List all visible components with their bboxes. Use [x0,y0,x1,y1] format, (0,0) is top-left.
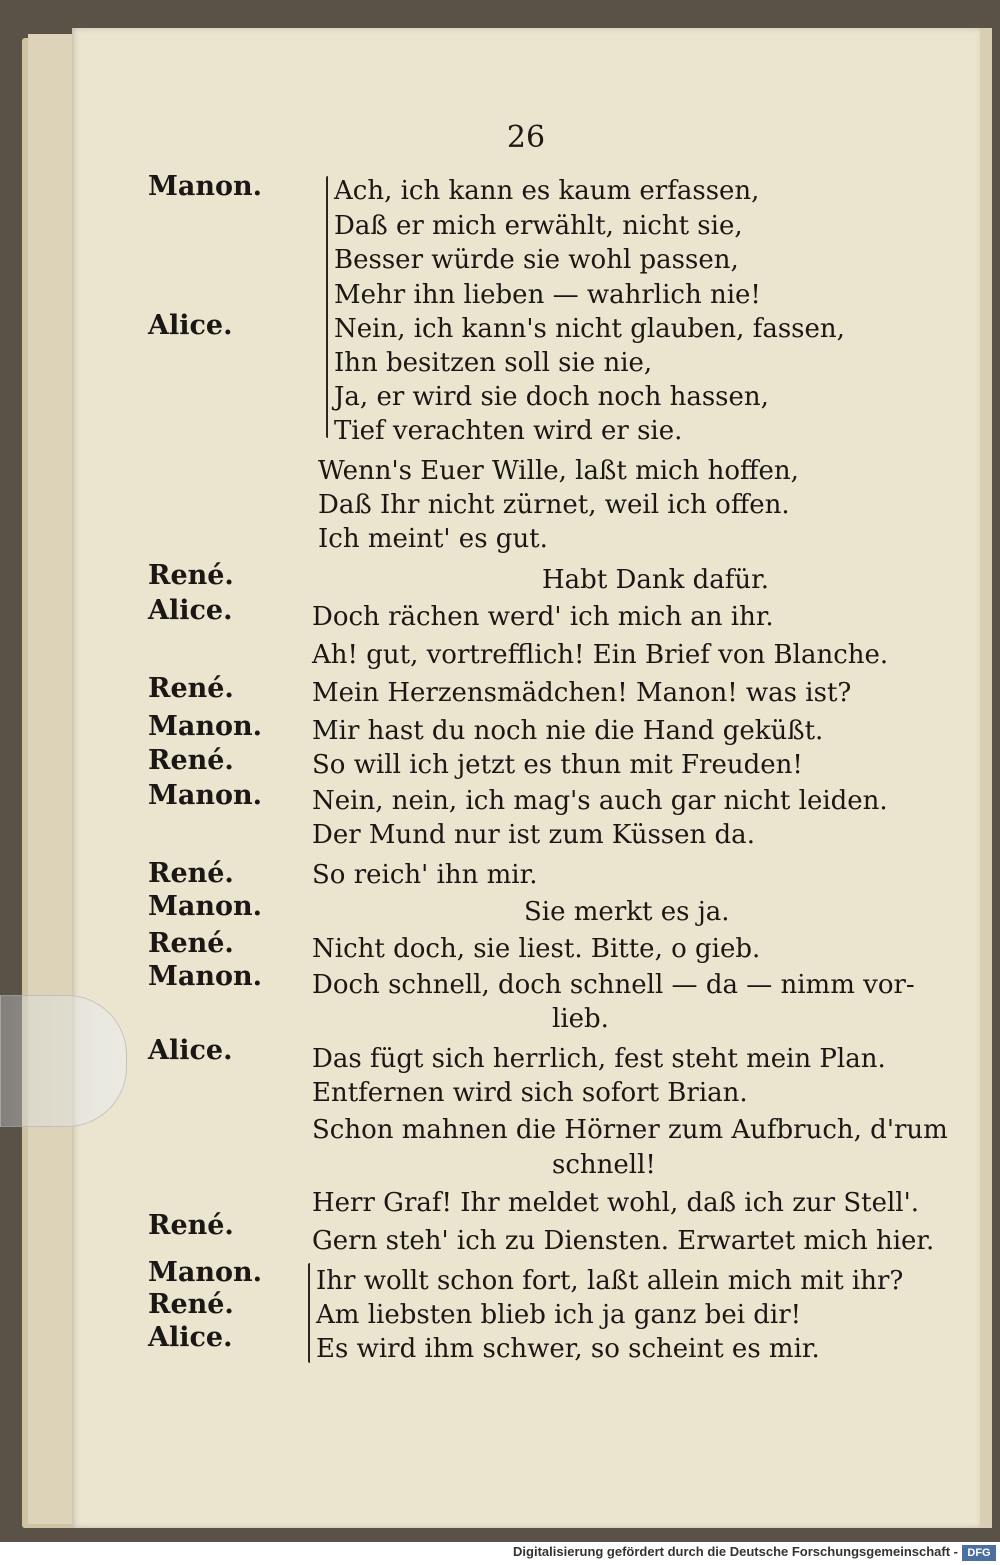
speaker-label: René. [148,928,234,959]
speaker-label: René. [148,1289,234,1320]
verse-bracket [326,176,328,438]
book-page [72,28,980,1528]
speaker-label: René. [148,673,234,704]
dialogue-line: Ich meint' es gut. [318,524,548,554]
speaker-label: René. [148,858,234,889]
page-clip [0,995,127,1127]
dialogue-line: Tief verachten wird er sie. [334,416,683,446]
dialogue-line: Herr Graf! Ihr meldet wohl, daß ich zur Stell'. [312,1188,920,1218]
speaker-label: Manon. [148,171,263,202]
speaker-label: Alice. [148,595,233,626]
speaker-label: Manon. [148,891,263,922]
speaker-label: René. [148,560,234,591]
dialogue-line: Mehr ihn lieben — wahrlich nie! [334,280,761,310]
footer-credit: Digitalisierung gefördert durch die Deutsche Forschungsgemeinschaft - [513,1544,958,1559]
speaker-label: Manon. [148,780,263,811]
speaker-label: Manon. [148,961,263,992]
dfg-logo: DFG [962,1545,996,1561]
dialogue-line: Doch schnell, doch schnell — da — nimm vor- [312,970,915,1000]
speaker-label: Alice. [148,1322,233,1353]
dialogue-line: Es wird ihm schwer, so scheint es mir. [316,1334,820,1364]
dialogue-line: Ah! gut, vortrefflich! Ein Brief von Blanche. [312,640,889,670]
dialogue-line: So reich' ihn mir. [312,860,538,890]
dialogue-line: Daß er mich erwählt, nicht sie, [334,211,743,241]
dialogue-line: So will ich jetzt es thun mit Freuden! [312,750,803,780]
dialogue-line: lieb. [552,1004,609,1034]
speaker-label: René. [148,1210,234,1241]
speaker-label: Manon. [148,711,263,742]
dialogue-line: Ja, er wird sie doch noch hassen, [334,382,769,412]
dialogue-line: Ihn besitzen soll sie nie, [334,348,653,378]
dialogue-line: Mein Herzensmädchen! Manon! was ist? [312,678,852,708]
dialogue-line: Der Mund nur ist zum Küssen da. [312,820,755,850]
verse-bracket [308,1263,310,1363]
dialogue-line: Entfernen wird sich sofort Brian. [312,1078,748,1108]
dialogue-line: Wenn's Euer Wille, laßt mich hoffen, [318,456,799,486]
dialogue-line: schnell! [552,1150,656,1180]
dialogue-line: Ach, ich kann es kaum erfassen, [334,176,760,206]
speaker-label: Alice. [148,1035,233,1066]
dialogue-line: Doch rächen werd' ich mich an ihr. [312,602,774,632]
dialogue-line: Schon mahnen die Hörner zum Aufbruch, d'rum [312,1115,948,1145]
dialogue-line: Mir hast du noch nie die Hand geküßt. [312,716,824,746]
footer-bar [0,1542,1000,1565]
speaker-label: Alice. [148,310,233,341]
dialogue-line: Nicht doch, sie liest. Bitte, o gieb. [312,934,761,964]
dialogue-line: Am liebsten blieb ich ja ganz bei dir! [316,1300,802,1330]
dialogue-line: Nein, nein, ich mag's auch gar nicht leiden. [312,786,888,816]
speaker-label: Manon. [148,1257,263,1288]
dialogue-line: Daß Ihr nicht zürnet, weil ich offen. [318,490,790,520]
dialogue-line: Habt Dank dafür. [542,565,769,595]
dialogue-line: Nein, ich kann's nicht glauben, fassen, [334,314,845,344]
book-spine-edge [28,34,76,1524]
dialogue-line: Gern steh' ich zu Diensten. Erwartet mich hier. [312,1226,935,1256]
dialogue-line: Sie merkt es ja. [524,897,730,927]
page-number: 26 [506,120,546,155]
dialogue-line: Das fügt sich herrlich, fest steht mein Plan. [312,1044,886,1074]
dialogue-line: Besser würde sie wohl passen, [334,245,739,275]
speaker-label: René. [148,745,234,776]
dialogue-line: Ihr wollt schon fort, laßt allein mich mit ihr? [316,1266,904,1296]
